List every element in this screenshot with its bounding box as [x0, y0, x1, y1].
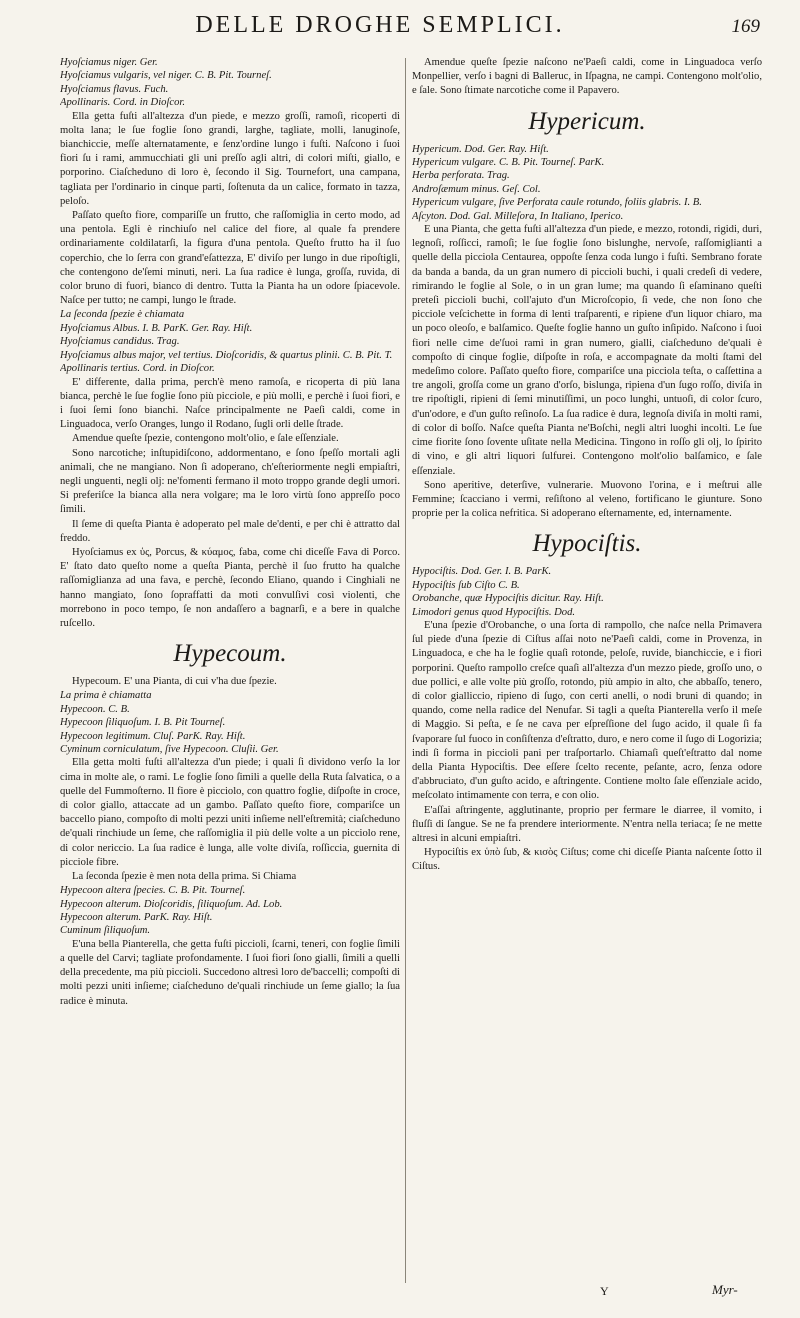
synonym-line: Cyminum corniculatum, ſive Hypecoon. Cluſii. Ger.: [60, 743, 279, 755]
synonym-line: Herba perforata. Trag.: [412, 170, 510, 182]
body-paragraph: Sono aperitive, deterſive, vulnerarie. Muovono l'orina, e i meſtrui alle Femmine; ſcacciano i vermi, reſiſtono al veleno, fortificano le giunture. Sono proprie per la colica nefritica. Si adoperano eſternamente, ed, internamente.: [412, 479, 762, 520]
synonym-line: Androſæmum minus. Geſ. Col.: [412, 183, 541, 195]
synonym-line: Hypecoon alterum. ParK. Ray. Hiſt.: [60, 912, 213, 924]
section-heading-hypocistis: Hypociſtis.: [532, 530, 642, 558]
body-paragraph: E'una ſpezie d'Orobanche, o una ſorta di rampollo, che naſce nella Primavera ſul piede d'una ſpezie di Ciſtus aſſai noto ne'Paeſi caldi, come in Provenza, in Linguadoca, e che ha le foglie quaſi rotonde, peloſe, ruvide, bianchiccie, e i fiori porporini. Queſto rampollo creſce quaſi all'altezza d'un mezzo piede, groſſo uno, o due pollici, e alle volte più groſſo, rotondo, più ampio in alto, che abbaſſo, tenero, di color gialliccio, ripieno di ſugo, con certi anelli, o nodi bruni di quando; in quando, come nella radice del Nenufar. Si tagli a queſta Pianterella verſo il meſe di Maggio. Si peſta, e ſe ne cava per eſpreſſione del ſugo acido, il quale ſi fa ſvaporare ſul fuoco in conſiſtenza d'eſtratto, duro, e nero come il ſugo di Logorizia; indi ſi forma in piccioli pani per traſportarlo. Chiamaſi queſt'eſtratto dal nome della Pianta Hypociſtis. Dee eſſere ſcelto recente, peſante, acro, ſenza odore d'abbruciato, d'un guſto acido, e aſtringente. Contiene molto ſale eſſenziale acido, meſcolato intimamente con terra, e con olio.: [412, 619, 762, 802]
synonym-line: Hypecoon alterum. Dioſcoridis, ſiliquoſum. Ad. Lob.: [60, 898, 283, 910]
synonym-line: Hypericum vulgare, ſive Perforata caule rotundo, foliis glabris. I. B.: [412, 197, 702, 209]
section-heading-hypecoum: Hypecoum.: [173, 640, 287, 668]
body-paragraph: Hypociſtis ex ὑπὸ ſub, & κισὸς Ciſtus; come chi diceſſe Pianta naſcente ſotto il Ciſtus.: [412, 847, 762, 873]
synonym-line: Hyoſciamus albus major, vel tertius. Dioſcoridis, & quartus plinii. C. B. Pit. T.: [60, 349, 393, 361]
body-paragraph: Amendue queſte ſpezie, contengono molt'olio, e ſale eſſenziale.: [72, 433, 339, 445]
running-title: DELLE DROGHE SEMPLICI.: [195, 12, 565, 38]
synonym-line: Orobanche, quæ Hypociſtis dicitur. Ray. Hiſt.: [412, 593, 604, 605]
synonym-line: Hypericum vulgare. C. B. Pit. Tourneſ. ParK.: [412, 157, 605, 169]
synonym-line: Cuminum ſiliquoſum.: [60, 925, 151, 937]
body-paragraph: Hyoſciamus ex ὑς, Porcus, & κύαμος, faba, come chi diceſſe Fava di Porco. E' ſtato dato queſto nome a queſta Pianta, perchè il ſuo frutto ha qualche raſſomiglianza ad una fava, e perchè, ſecondo Eliano, quando i Cinghiali ne hanno mangiato, ſono ſopraffatti da moti convulſivi così violenti, che morrebono in poco tempo, ſe non andaſſero a bagnarſi, e a bere in qualche ruſcello.: [60, 546, 400, 629]
body-paragraph: E'aſſai aſtringente, agglutinante, proprio per fermare le diarree, il vomito, i fluſſi di ſangue. Se ne fa prendere interiormente. N'entra nella teriaca; ſe ne mette altresì in alcuni empiaſtri.: [412, 804, 762, 844]
synonym-line: Limodori genus quod Hypociſtis. Dod.: [412, 606, 576, 618]
synonym-line: Hypociſtis ſub Ciſto C. B.: [412, 579, 520, 591]
running-head: [60, 12, 760, 48]
synonym-line: Hypociſtis. Dod. Ger. I. B. ParK.: [412, 566, 552, 578]
signature-mark: Y: [600, 1284, 609, 1298]
left-column: [60, 56, 400, 1296]
body-paragraph: Paſſato queſto fiore, compariſſe un frutto, che raſſomiglia in certo modo, ad una pentola. Egli è rinchiuſo nel calice del fiore, al quale fa prendere ordinariamente coldilatarſi, la figura d'una pentola. Queſto frutto ha il ſuo coperchio, che lo ſerra con grand'eſattezza, E' diviſo per lungo in due ripoſtigli, che contengono de'ſemi minuti, neri. La ſua radice è lunga, groſſa, ruvida, di color bruno di fuori, bianco di dentro. Tutta la Pianta ha un odore ſpiacevole. Naſce per tutto; ne campi, lungo le ſtrade.: [60, 210, 400, 307]
section-heading-hypericum: Hypericum.: [528, 107, 646, 135]
body-paragraph: Amendue queſte ſpezie naſcono ne'Paeſi caldi, come in Linguadoca verſo Monpellier, verſo i bagni di Balleruc, in Iſpagna, ne campi. Contengono molt'olio, e ſale. Sono ſtimate narcotiche come il Papavero.: [412, 57, 762, 97]
synonym-line: La prima è chiamatta: [60, 690, 152, 702]
body-paragraph: E' differente, dalla prima, perch'è meno ramoſa, e ricoperta di più lana bianca, perchè le ſue foglie ſono più picciole, e più molli, e perchè i ſuoi fiori, e i ſuoi ſemi ſono bianchi. Naſce principalmente ne Paeſi caldi, come in Linguadoca, verſo Oranges, lungo il Rodano, ſugli orli delle ſtrade.: [60, 376, 400, 431]
synonym-line: Hyoſciamus vulgaris, vel niger. C. B. Pit. Tourneſ.: [60, 70, 272, 82]
body-paragraph: Sono narcotiche; inſtupidiſcono, addormentano, e ſono ſpeſſo mortali agli animali, che ne mangiano. Non ſi adoperano, ch'eſteriormente negli empiaſtri, negli unguenti, negli olj: ne'fomenti fermano il moto troppo grande degli umori. Si preferiſce la bianca alla nera volgare; ma le loro virtù ſono appreſſo poco ſimili.: [60, 447, 400, 516]
synonym-line: Hypericum. Dod. Ger. Ray. Hiſt.: [412, 143, 549, 155]
synonym-line: Aſcyton. Dod. Gal. Milleſora, In Italiano, Iperico.: [412, 210, 624, 222]
synonym-line: Apollinaris tertius. Cord. in Dioſcor.: [60, 363, 215, 375]
body-paragraph: Hypecoum. E' una Pianta, di cui v'ha due ſpezie.: [72, 676, 277, 688]
synonym-line: Apollinaris. Cord. in Dioſcor.: [60, 97, 185, 109]
body-paragraph: La ſeconda ſpezie è men nota della prima. Si Chiama: [72, 871, 297, 883]
synonym-line: Hypecoon altera ſpecies. C. B. Pit. Tourneſ.: [60, 885, 246, 897]
synonym-line: Hypecoon. C. B.: [60, 703, 130, 715]
synonym-line: Hyoſciamus candidus. Trag.: [60, 336, 180, 348]
synonym-line: Hyoſciamus niger. Ger.: [60, 57, 158, 68]
body-paragraph: Ella getta molti fuſti all'altezza d'un piede; i quali ſi dividono verſo la lor cima in molte ale, o rami. Le foglie ſono ſimili a quelle della Ruta ſalvatica, o a quelle del Fummoſterno. Il fiore è picciolo, con quattro foglie, diſpoſte in croce, di color giallo, attaccate ad un gambo. Paſſato queſto fiore, compariſce un baccello piano, compoſto di molti pezzi uniti inſieme nell'eſtremità; ciaſcheduno de'quali rinchiude un ſeme, che raſſomiglia il più delle volte a un picciolo rene, di color nericcio. La ſua radice è lunga, alle volte diviſa, roſſiccia, guernita di picciole fibre.: [60, 757, 400, 868]
synonym-line: Hyoſciamus flavus. Fuch.: [60, 83, 169, 95]
body-paragraph: Ella getta fuſti all'altezza d'un piede, e mezzo groſſi, ramoſi, ricoperti di molta lana; le ſue foglie ſono grandi, larghe, tagliate, molli, lanuginoſe, bianchiccie, meſſe alternatamente, e ſenz'ordine lungo i fuſti. Naſcono i ſuoi fiori ſu i rami, ammucchiati gli uni preſſo agli altri, di colori miſti, giallo, e porporino. Ciaſcheduno di loro è, ſecondo il Sig. Tournefort, una campana, tagliata per l'ordinario in cinque parti, ſoſtenuta da un calice, formato in tazza, peloſo.: [60, 110, 400, 207]
synonym-line: Hypecoon ſiliquoſum. I. B. Pit Tourneſ.: [60, 717, 226, 729]
page-number: 169: [731, 16, 760, 37]
synonym-line: Hyoſciamus Albus. I. B. ParK. Ger. Ray. Hiſt.: [60, 322, 253, 334]
synonym-line: Hypecoon legitimum. Cluſ. ParK. Ray. Hiſt.: [60, 730, 246, 742]
body-paragraph: E una Pianta, che getta fuſti all'altezza d'un piede, e mezzo, rotondi, rigidi, duri, legnoſi, roſſicci, ramoſi; le ſue foglie ſono bislunghe, nervoſe, raſſomiglianti a quelle della picciola Centaurea, oppoſte ſenza coda lungo i fuſti. Sembrano forate da banda a banda, da un gran numero di piccioli buchi, i quali credeſi di vedere, rimirando le foglie al Sole, o in un gran lume; ma quando ſi eſaminano queſti preteſi piccioli buchi, coll'ajuto d'un Microſcopio, ſi vede, che non ſono che picciole veſcichette in forma di lenti traſparenti, e ripiene d'un liquor chiaro, ma un poco oleoſo, e balſamico. Queſte foglie hanno un guſto inſipido. Naſcono i ſuoi fiori nelle cime de'ſuoi rami in gran numero, gialli, ciaſcheduno de'quali è compoſto di cinque foglie, diſpoſte in roſa, e accompagnate da molti ſtami del medeſimo colore. Paſſato queſto fiore, compariſce una picciola teſta, o caſſettina a tre angoli, groſſa come un grano d'orſo, bislunga, ripiena d'un ſugo roſſo, diviſa in tre ripoſtigli, ripieni di ſemi minutiſſimi, un poco lunghi, untuoſi, di color ſcuro, d'un'odore, e d'un guſto reſinoſo. La ſua radice è dura, legnoſa diviſa in molti rami, di color di boſſo. Naſce queſta Pianta ne'Boſchi, negli altri luoghi incolti. Le ſue cime fiorite ſono ſovente uſitate nella Medicina. Tingono in roſſo gli olj, lo ſpirito di vino, e gli altri liquori ſulfurei. Contengono molt'olio balſamico, e ſale eſſenziale.: [412, 224, 762, 477]
catchword: Myr-: [712, 1282, 738, 1297]
body-paragraph: Il ſeme di queſta Pianta è adoperato pel male de'denti, e per chi è attratto dal freddo.: [60, 518, 400, 544]
right-column: [412, 56, 762, 1296]
column-divider: [405, 58, 406, 1283]
synonym-line: La ſeconda ſpezie è chiamata: [60, 309, 185, 321]
body-paragraph: E'una bella Pianterella, che getta fuſti piccioli, ſcarni, teneri, con foglie ſimili a quelle del Carvi; tagliate profondamente. I ſuoi fiori ſono gialli, ſimili a quelli della precedente, ma più piccioli. Succedono altresì loro de'baccelli; compoſti di molti pezzi uniti inſieme; ciaſcheduno de'quali rinchiude un ſeme giallo; la ſua radice è minuta.: [60, 938, 400, 1007]
